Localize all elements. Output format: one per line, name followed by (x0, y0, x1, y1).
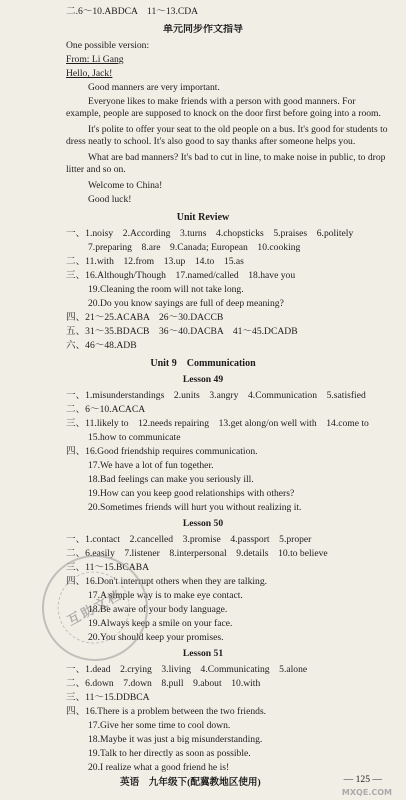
essay-from: From: Li Gang (66, 54, 124, 65)
answer-line: 二、11.with 12.from 13.up 14.to 15.as (66, 256, 244, 267)
answer-line: 一、1.misunderstandings 2.units 3.angry 4.Communication 5.satisfied (66, 390, 366, 401)
section-heading-writing: 单元同步作文指导 (163, 24, 243, 35)
answer-line: 20.I realize what a good friend he is! (88, 762, 230, 773)
answer-line: 三、11～15.BCABA (66, 562, 150, 573)
answer-line: 19.How can you keep good relationships with others? (88, 488, 295, 499)
answer-line: 19.Talk to her directly as soon as possible. (88, 748, 251, 759)
answer-line: 四、16.There is a problem between the two friends. (66, 706, 267, 717)
answer-line: 六、46～48.ADB (66, 340, 137, 351)
answer-line: 一、1.contact 2.cancelled 3.promise 4.passport 5.proper (66, 534, 312, 545)
answer-line: 一、1.noisy 2.According 3.turns 4.chopsticks 5.praises 6.politely (66, 228, 354, 239)
answer-line: 20.Sometimes friends will hurt you without realizing it. (88, 502, 302, 513)
answer-line: 四、21～25.ACABA 26～30.DACCB (66, 312, 224, 323)
lesson-heading: Lesson 51 (182, 648, 224, 659)
answer-line: 17.Give her some time to cool down. (88, 720, 231, 731)
answer-line: 三、16.Although/Though 17.named/called 18.have you (66, 270, 296, 281)
essay-greeting: Hello, Jack! (66, 68, 113, 79)
lesson-heading: Lesson 50 (182, 518, 224, 529)
answer-line: 19.Cleaning the room will not take long. (88, 284, 244, 295)
essay-paragraph: Good manners are very important. (88, 82, 220, 93)
answer-line: 二、6.down 7.down 8.pull 9.about 10.with (66, 678, 261, 689)
section-heading-unit9: Unit 9 Communication (150, 358, 256, 369)
answer-line: 20.Do you know sayings are full of deep meaning? (88, 298, 284, 309)
answer-line: 19.Always keep a smile on your face. (88, 618, 233, 629)
answer-line: 四、16.Don't interrupt others when they are talking. (66, 576, 268, 587)
answer-line: 一、1.dead 2.crying 3.living 4.Communicating 5.alone (66, 664, 308, 675)
answer-line: 四、16.Good friendship requires communication. (66, 446, 258, 457)
page-footer (120, 774, 392, 797)
stamp-text: 互助文档 (65, 587, 126, 630)
lesson-heading: Lesson 49 (182, 374, 224, 385)
essay-paragraph: It's polite to offer your seat to the old people on a bus. It's good for students to dress neatly to school. It's also good to say thanks after someone helps you. (66, 124, 388, 147)
answer-line: 20.You should keep your promises. (88, 632, 224, 643)
answer-line: 二、6～10.ACACA (66, 404, 146, 415)
site-watermark: MXQE.COM (341, 788, 392, 797)
answer-line: 17.We have a lot of fun together. (88, 460, 214, 471)
essay-paragraph: Everyone likes to make friends with a person with good manners. For example, people are supposed to knock on the door first before going into a room. (66, 96, 381, 119)
answer-line: 18.Be aware of your body language. (88, 604, 228, 615)
answer-line: 7.preparing 8.are 9.Canada; European 10.cooking (88, 242, 301, 253)
answer-line: 15.how to communicate (88, 432, 181, 443)
answer-line: 18.Maybe it was just a big misunderstanding. (88, 734, 263, 745)
essay-paragraph: What are bad manners? It's bad to cut in line, to make noise in public, to drop litter and so on. (66, 152, 386, 175)
answer-line: 18.Bad feelings can make you seriously ill. (88, 474, 254, 485)
section-heading-unit-review: Unit Review (176, 212, 230, 223)
answer-line: 二、6.easily 7.listener 8.interpersonal 9.details 10.to believe (66, 548, 328, 559)
answer-line: 17.A simple way is to make eye contact. (88, 590, 243, 601)
answer-line: 三、11～15.DDBCA (66, 692, 150, 703)
essay-intro: One possible version: (66, 40, 150, 51)
footer-label: 英语 九年级下(配冀教地区使用) (120, 777, 261, 788)
answer-line: 三、11.likely to 12.needs repairing 13.get along/on well with 14.come to (66, 418, 369, 429)
reading-answers: 二.6～10.ABDCA 11～13.CDA (66, 6, 199, 17)
page-number: — 125 — (343, 774, 382, 785)
answer-line: 五、31～35.BDACB 36～40.DACBA 41～45.DCADB (66, 326, 298, 337)
essay-closing: Good luck! (88, 194, 132, 205)
essay-closing: Welcome to China! (88, 180, 163, 191)
